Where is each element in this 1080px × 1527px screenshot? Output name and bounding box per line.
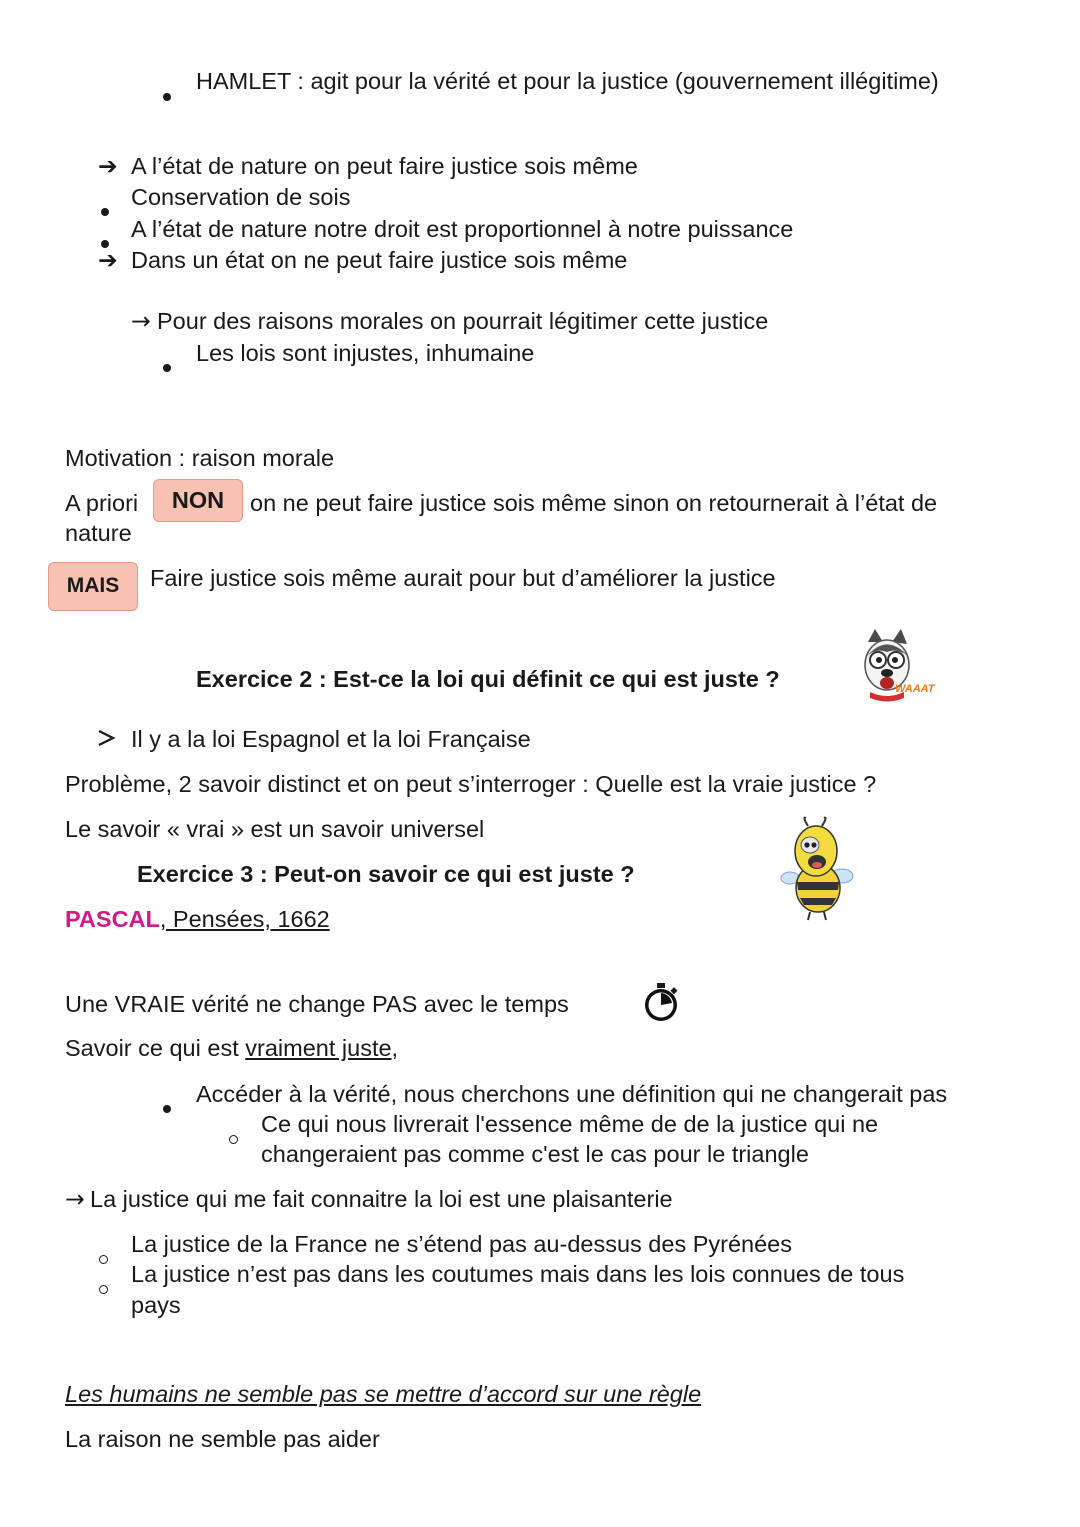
hamlet-line: HAMLET : agit pour la vérité et pour la justice (gouvernement illégitime)	[196, 68, 939, 94]
sticker-text: WAAAT	[895, 683, 935, 695]
arrowhead-bullet-icon	[97, 724, 115, 754]
motivation-line: Motivation : raison morale	[65, 445, 335, 471]
plaisanterie-line: La justice qui me fait connaitre la loi est une plaisanterie	[90, 1186, 673, 1212]
apriori-text: on ne peut faire justice sois même sinon on retournerait à l’état de	[250, 490, 938, 516]
exercise-3-title: Exercice 3 : Peut-on savoir ce qui est juste ?	[137, 861, 635, 887]
essence-line: Ce qui nous livrerait l'essence même de de la justice qui ne	[261, 1111, 879, 1137]
savoir-juste-comma: ,	[391, 1035, 399, 1061]
mais-text: Faire justice sois même aurait pour but d’améliorer la justice	[150, 565, 776, 591]
bee-icon	[780, 816, 854, 922]
apriori-label: A priori	[65, 490, 139, 516]
humains-regle-line: Les humains ne semble pas se mettre d’accord sur une règle	[65, 1381, 702, 1407]
bullet-ring	[99, 1241, 108, 1271]
stopwatch-icon	[642, 983, 680, 1030]
bullet-dot	[163, 78, 171, 108]
triangle-line: changeraient pas comme c'est le cas pour le triangle	[261, 1141, 809, 1167]
loi-espagnol-line: Il y a la loi Espagnol et la loi Française	[131, 726, 531, 752]
exercise-2-title: Exercice 2 : Est-ce la loi qui définit ce qui est juste ?	[196, 666, 780, 692]
arrow-icon: ➔	[98, 246, 118, 274]
bullet-dot	[101, 193, 109, 223]
arrow-icon: →	[131, 307, 151, 335]
conservation-line: Conservation de sois	[131, 184, 351, 210]
pyrenees-line: La justice de la France ne s’étend pas au-dessus des Pyrénées	[131, 1231, 793, 1257]
probleme-line: Problème, 2 savoir distinct et on peut s’interroger : Quelle est la vraie justice ?	[65, 771, 877, 797]
savoir-vrai-line: Le savoir « vrai » est un savoir universel	[65, 816, 485, 842]
bee-sticker	[780, 816, 854, 922]
husky-sticker	[858, 628, 936, 704]
coutumes-line: La justice n’est pas dans les coutumes mais dans les lois connues de tous	[131, 1261, 905, 1287]
droit-puissance-line: A l’état de nature notre droit est proportionnel à notre puissance	[131, 216, 794, 242]
mais-badge: MAIS	[48, 562, 138, 611]
savoir-juste-prefix: Savoir ce qui est	[65, 1035, 246, 1061]
raisons-morales-line: Pour des raisons morales on pourrait légitimer cette justice	[157, 308, 769, 334]
bullet-dot	[163, 1090, 171, 1120]
arrow-icon: ➔	[98, 152, 118, 180]
etat-justice-line: Dans un état on ne peut faire justice sois même	[131, 247, 628, 273]
bullet-ring	[99, 1271, 108, 1301]
arrow-icon: →	[65, 1185, 85, 1213]
acceder-verite-line: Accéder à la vérité, nous cherchons une définition qui ne changerait pas	[196, 1081, 948, 1107]
apriori-continuation: nature	[65, 520, 132, 546]
savoir-juste-line	[65, 1033, 398, 1063]
author-name: PASCAL	[65, 906, 160, 932]
vraiment-juste: vraiment juste	[245, 1035, 392, 1061]
pascal-reference	[65, 904, 330, 934]
lois-injustes-line: Les lois sont injustes, inhumaine	[196, 340, 535, 366]
non-badge: NON	[153, 479, 243, 522]
bullet-ring	[229, 1121, 238, 1151]
work-title: , Pensées, 1662	[159, 906, 330, 932]
pays-line: pays	[131, 1292, 181, 1318]
nature-justice-line: A l’état de nature on peut faire justice sois même	[131, 153, 638, 179]
vraie-verite-line: Une VRAIE vérité ne change PAS avec le temps	[65, 991, 569, 1017]
raison-line: La raison ne semble pas aider	[65, 1426, 380, 1452]
bullet-dot	[163, 349, 171, 379]
